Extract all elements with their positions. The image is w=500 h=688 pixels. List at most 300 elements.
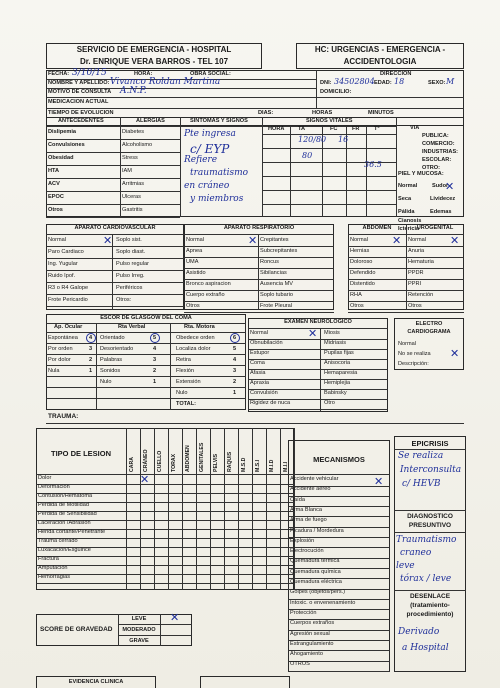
antecedente-item[interactable]: Convulsiones [48, 142, 85, 148]
lesion-row-label[interactable]: Luxacación/Esguince [38, 547, 91, 553]
sintomas-handwriting[interactable]: c/ EYP [190, 142, 230, 156]
glasgow-verbal-item[interactable]: Orientado [100, 335, 125, 341]
mecanismo-item[interactable]: Picadura / Mordedura [290, 527, 344, 534]
motivo-label: MOTIVO DE CONSULTA [48, 89, 112, 95]
piel-item[interactable]: Lividecez [430, 196, 456, 202]
urogenital-item[interactable]: PPRI [408, 281, 422, 287]
mecanismo-item[interactable]: Cuerpos extraños [290, 620, 335, 627]
via-item[interactable]: COMERCIO: [422, 141, 455, 147]
sexo-label: SEXO: [428, 80, 446, 86]
lesion-row-label[interactable]: Perdida de Motilidad [38, 502, 89, 508]
gravedad-item[interactable]: GRAVE [129, 638, 149, 644]
lesion-row-label[interactable]: Deformacion [38, 484, 70, 490]
cardio-left-item[interactable]: Paro Cardiaco [48, 249, 84, 255]
signos-col-header: TA [298, 126, 306, 132]
neuro-right-item[interactable]: Midriasis [324, 340, 347, 346]
minutos-label: MINUTOS [368, 110, 394, 116]
neuro-right-item[interactable]: Miosis [324, 330, 340, 336]
mecanismo-item[interactable]: Intoxic. o envenenamiento [290, 599, 356, 606]
neuro-normal-check[interactable]: ✕ [308, 327, 318, 340]
rule-line [348, 268, 464, 269]
epicrisis-title: EPICRISIS [411, 439, 449, 448]
neuro-left-item[interactable]: Normal [250, 330, 269, 336]
signos-col-header: T° [374, 126, 380, 132]
rule-line [348, 279, 464, 280]
resp-normal-check[interactable]: ✕ [248, 234, 258, 247]
neuro-left-item[interactable]: Obnubilación [250, 340, 283, 346]
mecanismo-item[interactable]: Caída [290, 496, 305, 503]
rule-line [46, 365, 246, 366]
rule-line [46, 165, 120, 166]
sintomas-handwriting[interactable]: Refiere [184, 155, 218, 165]
mecanismo-item[interactable]: Ahogamiento [290, 651, 323, 658]
gravedad-item[interactable]: LEVE [131, 616, 147, 622]
rule-line [36, 556, 294, 557]
mecanismo-item[interactable]: Accidente aéreo [290, 486, 331, 493]
rule-line [248, 369, 388, 370]
cardio-left-item[interactable]: Ruido Ipof. [48, 273, 76, 279]
desenlace-handwriting[interactable]: a Hospital [402, 643, 449, 653]
nombre-label: NOMBRE Y APELLIDO: [48, 80, 110, 86]
neuro-right-item[interactable]: Hemaparesia [324, 370, 358, 376]
epicrisis-handwriting[interactable]: c/ HEVB [402, 479, 441, 489]
glasgow-motora-score: 1 [233, 390, 237, 396]
glasgow-motora-score: 6 [233, 335, 237, 341]
cardio-right-item[interactable]: Pulso regular [116, 261, 149, 267]
rule-line [120, 165, 180, 166]
neuro-title: EXAMEN NEUROLOGICO [284, 319, 352, 325]
neuro-left-item[interactable]: Convulsión [250, 390, 278, 396]
lesion-col-header: TORAX [171, 453, 177, 472]
rule-line [120, 178, 180, 179]
neuro-right-item[interactable]: Hemiplejia [324, 380, 351, 386]
glasgow-motora-item[interactable]: Nulo [176, 390, 188, 396]
glasgow-motora-item[interactable]: Flexión [176, 368, 195, 374]
abdomen-item[interactable]: Doloroso [350, 259, 373, 265]
piel-item[interactable]: Sudor [432, 183, 449, 189]
glasgow-ocular-item[interactable]: Nula [48, 368, 60, 374]
diagnostico-handwriting[interactable]: craneo [400, 548, 432, 558]
glasgow-verbal-item[interactable]: Desorientado [100, 346, 134, 352]
rule-line [366, 126, 367, 217]
rule-line [120, 204, 180, 205]
neuro-right-item[interactable]: Pupilas fijas [324, 350, 354, 356]
desenlace-title-3: procedimiento) [406, 611, 454, 618]
glasgow-verbal-score: 3 [153, 357, 157, 363]
glasgow-ocular-circle[interactable] [86, 333, 96, 343]
alergia-item[interactable]: Alcoholismo [122, 142, 153, 148]
resp-left-item[interactable]: UMA [186, 259, 199, 265]
lesion-col-header: M.S.D [241, 457, 247, 472]
lesion-row-label[interactable]: Dolor [38, 475, 52, 481]
glasgow-ocular-item[interactable]: Por dolor [48, 357, 71, 363]
urogenital-item[interactable]: Retención [408, 292, 434, 298]
glasgow-motora-score: 4 [233, 357, 237, 363]
via-header: VIA [410, 125, 420, 131]
signos-col-header: HORA [268, 126, 285, 132]
glasgow-ocular-item[interactable]: Espontánea [48, 335, 78, 341]
cardio-left-item[interactable]: Frote Pericardio [48, 297, 88, 303]
lesion-col-header: M.I.I [283, 461, 289, 472]
neuro-left-item[interactable]: Apraxia [250, 380, 269, 386]
lesion-row-label[interactable]: Hemorragias [38, 574, 71, 580]
resp-right-item[interactable]: Ausencia MV [260, 281, 293, 287]
glasgow-verbal-item[interactable]: Sonidos [100, 368, 121, 374]
rule-line [248, 359, 388, 360]
mecanismo-item[interactable]: Golpes (objetos/pers.) [290, 589, 346, 596]
domicilio-label: DOMICILIO: [320, 89, 352, 95]
mecanismo-item[interactable]: Accidente vehicular [290, 476, 339, 482]
mecanismo-item[interactable]: Explosión [290, 537, 315, 544]
alergia-item[interactable]: Stress [122, 155, 138, 161]
piel-item[interactable]: Ictericia [398, 226, 420, 232]
abdomen-normal-check[interactable]: ✕ [392, 234, 402, 247]
piel-header: PIEL Y MUCOSA: [398, 171, 444, 177]
rule-line [290, 126, 291, 217]
desenlace-title-2: (tratamiento- [410, 602, 450, 609]
resp-left-item[interactable]: Normal [186, 237, 205, 243]
rule-line [248, 379, 388, 380]
abdomen-item[interactable]: Hernias [350, 248, 370, 254]
direccion-label: DIRECCION [380, 71, 412, 77]
rule-line [46, 258, 184, 259]
alergia-item[interactable]: Gastritis [122, 207, 143, 213]
nombre-value[interactable]: Vivanco Roldan Martina [110, 77, 221, 87]
abdomen-item[interactable]: Normal [350, 237, 369, 243]
ecg-item[interactable]: No se realiza [398, 351, 431, 357]
rule-line [46, 376, 246, 377]
glasgow-verbal-score: 5 [153, 335, 157, 341]
gravedad-title: SCORE DE GRAVEDAD [40, 626, 113, 633]
sintomas-handwriting[interactable]: y miembros [190, 194, 244, 204]
ecg-title-2: CARDIOGRAMA [407, 329, 451, 335]
rule-line [184, 246, 334, 247]
sintomas-handwriting[interactable]: Pte ingresa [184, 129, 236, 139]
rule-line [184, 312, 334, 313]
fc-value[interactable]: 80 [302, 151, 313, 160]
rule-line [36, 565, 294, 566]
neuro-left-item[interactable]: Coma [250, 360, 265, 366]
resp-left-item[interactable]: Otros [186, 303, 200, 309]
piel-item[interactable]: Edemas [430, 209, 452, 215]
glasgow-verbal-item[interactable]: Nulo [100, 379, 112, 385]
urogenital-item[interactable]: Normal [408, 237, 427, 243]
alergia-item[interactable]: Arritmias [122, 181, 145, 187]
antecedente-item[interactable]: Dislipemia [48, 129, 76, 135]
lesion-row-label[interactable]: Fractura [38, 556, 59, 562]
cardio-right-item[interactable]: Soplo sist. [116, 237, 142, 243]
t-value[interactable]: 36.5 [364, 160, 382, 169]
mecanismo-item[interactable]: Electrocución [290, 548, 324, 555]
lesion-row-label[interactable]: Laceración /Abrasión [38, 520, 91, 526]
via-item[interactable]: PUBLICA: [422, 133, 449, 139]
desenlace-handwriting[interactable]: Derivado [398, 627, 440, 637]
hospital-title: SERVICIO DE EMERGENCIA - HOSPITAL [76, 45, 232, 54]
glasgow-title: ESCOR DE GLASGOW DEL COMA [100, 315, 192, 321]
rule-line [46, 306, 184, 307]
rule-line [46, 217, 120, 218]
ecg-item[interactable]: Descripción: [398, 361, 429, 367]
ecg-title-1: ELECTRO [415, 321, 443, 327]
rule-line [262, 134, 396, 135]
horas-label: HORAS [312, 110, 333, 116]
abdomen-item[interactable]: Defendido [350, 270, 376, 276]
mecanismo-item[interactable]: Quemadura eléctrica [290, 579, 342, 585]
glasgow-motora-item[interactable]: Extensión [176, 379, 201, 385]
urogenital-item[interactable]: Hematuria [408, 259, 434, 265]
glasgow-col-header: Rta Verbal [118, 324, 146, 330]
neuro-right-item[interactable]: Anisocoria [324, 360, 351, 366]
cardio-right-item[interactable]: Otros: [116, 297, 132, 303]
glasgow-col-header: Rta. Motora [184, 324, 215, 330]
glasgow-verbal-score: 1 [153, 379, 157, 385]
resp-right-item[interactable]: Frote Pleural [260, 303, 293, 309]
lesion-col-header: CUELLO [157, 450, 163, 472]
mecanismo-item[interactable]: Quemadura química [290, 568, 341, 575]
resp-right-item[interactable]: Sibilancias [260, 270, 287, 276]
rule-line [46, 204, 120, 205]
rule-line [120, 217, 180, 218]
edad-label: EDAD: [374, 80, 392, 86]
glasgow-ocular-item[interactable]: Por orden [48, 346, 73, 352]
mecanismos-title: MECANISMOS [313, 455, 365, 464]
rule-line [120, 139, 180, 140]
piel-normal-check[interactable]: ✕ [445, 180, 455, 193]
resp-right-item[interactable]: Subcrepitantes [260, 248, 298, 254]
abdomen-title: ABDOMEN [362, 225, 392, 231]
glasgow-total-label: TOTAL: [176, 401, 196, 407]
signos-col-header: FR [352, 126, 360, 132]
rule-line [262, 148, 396, 149]
tiempo-label: TIEMPO DE EVOLUCION [48, 110, 114, 116]
epicrisis-handwriting[interactable]: Interconsulta [400, 465, 462, 475]
resp-right-item[interactable]: Soplo tubario [260, 292, 293, 298]
alergias-header: ALERGIAS [136, 118, 165, 124]
dni-value[interactable]: 34502804 [334, 77, 375, 86]
piel-item[interactable]: Pálida [398, 209, 415, 215]
antecedente-item[interactable]: Obesidad [48, 155, 74, 161]
hospital-subtitle: Dr. ENRIQUE VERA BARROS - TEL 107 [79, 57, 229, 66]
dias-label: DIAS: [258, 110, 274, 116]
mecanismo-item[interactable]: Arma de fuego [290, 517, 327, 524]
glasgow-motora-score: 5 [233, 346, 237, 352]
glasgow-motora-item[interactable]: Retira [176, 357, 191, 363]
ecg-item[interactable]: Normal [398, 341, 417, 347]
rule-line [288, 671, 390, 672]
mecanismo-item[interactable]: Protección [290, 609, 317, 616]
rule-line [262, 204, 396, 205]
mecanismo-item[interactable]: Arma Blanca [290, 506, 323, 513]
mecanismo-item[interactable]: OTROS [290, 661, 310, 668]
lesion-row-label[interactable]: Contusión/Hematoma [38, 493, 93, 499]
glasgow-col-header: Ap. Ocular [54, 324, 83, 330]
rule-line [46, 246, 184, 247]
rule-line [248, 409, 388, 410]
rule-line [348, 301, 464, 302]
sintomas-handwriting[interactable]: en cráneo [184, 181, 230, 191]
rule-line [46, 343, 246, 344]
lesion-check-craneo[interactable]: ✕ [140, 473, 150, 486]
glasgow-ocular-score: 4 [89, 335, 93, 341]
rule-line [36, 574, 294, 575]
lesion-row-label[interactable]: Perdida de Sensibilidad [38, 511, 97, 517]
glasgow-motora-circle[interactable] [230, 333, 240, 343]
lesion-col-header: RAQUIS [227, 451, 233, 472]
fr-value[interactable]: 16 [338, 135, 349, 144]
epicrisis-handwriting[interactable]: Se realiza [398, 451, 444, 461]
hora-label: HORA: [134, 71, 153, 77]
via-item[interactable]: INDUSTRIAS: [422, 149, 459, 155]
antecedente-item[interactable]: ACV [48, 181, 60, 187]
lesion-title: TIPO DE LESION [50, 449, 111, 458]
urogenital-item[interactable]: Anuria [408, 248, 425, 254]
antecedente-item[interactable]: Otros [48, 207, 63, 213]
rule-line [262, 176, 396, 177]
neuro-right-item[interactable]: Babinsky [324, 390, 347, 396]
sexo-value[interactable]: M [446, 77, 455, 86]
rule-line [184, 279, 334, 280]
mecanismo-item[interactable]: Agresión sexual [290, 630, 330, 637]
via-item[interactable]: OTRO: [422, 165, 441, 171]
cardio-left-item[interactable]: Ing. Yugular [48, 261, 78, 267]
motivo-value[interactable]: A.N.P. [120, 86, 147, 96]
lesion-row-label[interactable]: Amputación [38, 565, 68, 571]
cardio-right-item[interactable]: Pulso Irreg. [116, 273, 145, 279]
cardio-normal-check[interactable]: ✕ [103, 234, 113, 247]
diagnostico-handwriting[interactable]: tórax / leve [400, 574, 452, 584]
lesion-col-header: ABDOMEN [185, 445, 191, 472]
rule-line [262, 190, 396, 191]
neuro-right-item[interactable]: Otro [324, 400, 335, 406]
rule-line [120, 191, 180, 192]
rule-line [348, 257, 464, 258]
rule-line [46, 270, 184, 271]
footer-evidencia: EVIDENCIA CLINICA [68, 679, 124, 685]
glasgow-motora-item[interactable]: Localiza dolor [176, 346, 211, 352]
alergia-item[interactable]: Diabetes [122, 129, 145, 135]
fecha-value[interactable]: 3/10/15 [72, 68, 107, 78]
lesion-row-label[interactable]: Herida cortante/Penetrante [38, 529, 106, 535]
glasgow-verbal-score: 4 [153, 346, 157, 352]
uro-normal-check[interactable]: ✕ [450, 234, 460, 247]
sintomas-header: SINTOMAS Y SIGNOS [190, 118, 248, 124]
mecanismo-item[interactable]: Quemadura térmica [290, 558, 340, 565]
signos-col-header: FC [330, 126, 338, 132]
ta-value[interactable]: 120/80 [298, 135, 327, 144]
diag-title-2: PRESUNTIVO [408, 522, 452, 529]
cardio-title: APARATO CARDIOVASCULAR [74, 225, 156, 231]
rule-line [46, 282, 184, 283]
neuro-left-item[interactable]: Estupor [250, 350, 270, 356]
resp-right-item[interactable]: Roncus [260, 259, 279, 265]
rule-line [46, 139, 120, 140]
glasgow-verbal-item[interactable]: Palabras [100, 357, 123, 363]
diagnostico-handwriting[interactable]: Traumatismo [396, 535, 457, 545]
dni-label: DNI: [320, 80, 332, 86]
glasgow-motora-item[interactable]: Obedece orden [176, 335, 215, 341]
accidentologia-subtitle: ACCIDENTOLOGIA [343, 57, 417, 66]
resp-left-item[interactable]: Apnea [186, 248, 203, 254]
neuro-left-item[interactable]: Rigidez de nuca [250, 400, 291, 406]
alergia-item[interactable]: Ulceras [122, 194, 141, 200]
alergia-item[interactable]: IAM [122, 168, 132, 174]
resp-left-item[interactable]: Cuerpo extraño [186, 292, 225, 298]
abdomen-item[interactable]: RHA [350, 292, 362, 298]
accidentologia-title: HC: URGENCIAS - EMERGENCIA - [314, 45, 446, 54]
sintomas-handwriting[interactable]: traumatismo [190, 168, 249, 178]
lesion-col-header: PELVIS [213, 453, 219, 472]
piel-item[interactable]: Cianosis [398, 218, 422, 224]
lesion-col-header: CARA [129, 457, 135, 472]
resp-left-item[interactable]: Bronco aspiracion [186, 281, 231, 287]
lesion-col-header: CRÁNEO [143, 449, 149, 472]
diag-title-1: DIAGNOSTICO [407, 513, 453, 520]
glasgow-verbal-score: 2 [153, 368, 157, 374]
rule-line [348, 290, 464, 291]
trauma-label: TRAUMA: [48, 413, 79, 420]
cardio-right-item[interactable]: Soplo diast. [116, 249, 146, 255]
lesion-row-label[interactable]: Trauma cerrado [38, 538, 78, 544]
obra-social-label: OBRA SOCIAL: [190, 71, 231, 77]
rule-line [46, 294, 184, 295]
urogenital-item[interactable]: Otros [408, 303, 422, 309]
antecedente-item[interactable]: EPOC [48, 194, 64, 200]
rule-line [184, 268, 334, 269]
cardio-left-item[interactable]: Normal [48, 237, 67, 243]
rule-line [46, 191, 120, 192]
urogenital-title: UROGENITAL [416, 225, 454, 231]
piel-item[interactable]: Seca [398, 196, 412, 202]
rule-line [46, 178, 120, 179]
resp-right-item[interactable]: Crepitantes [260, 237, 289, 243]
lesion-col-header: GENITALES [199, 442, 205, 472]
rule-line [36, 484, 294, 485]
rule-line [348, 246, 464, 247]
ecg-no-realiza-check[interactable]: ✕ [450, 347, 460, 360]
rule-line [46, 387, 246, 388]
resp-left-item[interactable]: Asistido [186, 270, 206, 276]
urogenital-item[interactable]: PPDR [408, 270, 424, 276]
mecanismo-item[interactable]: Estrangulamiento [290, 640, 334, 647]
piel-item[interactable]: Normal [398, 183, 418, 189]
abdomen-item[interactable]: Otros [350, 303, 364, 309]
rule-line [184, 257, 334, 258]
mec-accidente-check[interactable]: ✕ [374, 475, 384, 488]
neuro-box [248, 318, 388, 412]
antecedente-item[interactable]: HTA [48, 168, 60, 174]
glasgow-ocular-score: 2 [89, 357, 93, 363]
neuro-left-item[interactable]: Afasia [250, 370, 266, 376]
edad-value[interactable]: 18 [394, 77, 405, 86]
glasgow-ocular-score: 1 [89, 368, 93, 374]
cardio-left-item[interactable]: R3 o R4 Galope [48, 285, 89, 291]
abdomen-item[interactable]: Distentido [350, 281, 375, 287]
via-item[interactable]: ESCOLAR: [422, 157, 452, 163]
rule-line [46, 152, 120, 153]
glasgow-verbal-circle[interactable] [150, 333, 160, 343]
glasgow-motora-score: 2 [233, 379, 237, 385]
desenlace-title-1: DESENLACE [409, 593, 451, 600]
signos-vitales-header: SIGNOS VITALES [306, 118, 353, 124]
rule-line [46, 398, 246, 399]
glasgow-motora-score: 3 [233, 368, 237, 374]
glasgow-ocular-score: 3 [89, 346, 93, 352]
footer-box-right [200, 676, 290, 688]
gravedad-leve-check[interactable]: ✕ [170, 611, 180, 624]
gravedad-item[interactable]: MODERADO [122, 627, 156, 633]
cardio-right-item[interactable]: Periféricos [116, 285, 143, 291]
diagnostico-handwriting[interactable]: leve [396, 561, 415, 571]
